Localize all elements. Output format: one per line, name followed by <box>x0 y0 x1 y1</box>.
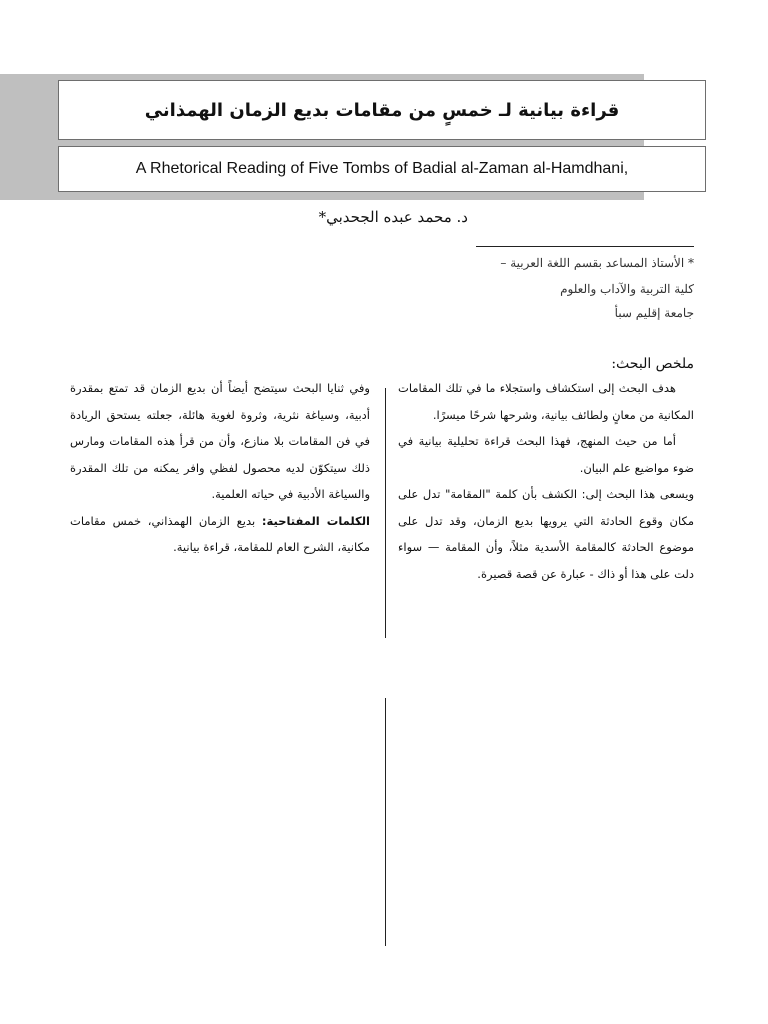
abstract-paragraph-3: ويسعى هذا البحث إلى: الكشف بأن كلمة "المقامة" تدل على مكان وقوع الحادثة التي يرويها بديع الزمان، وقد تدل على موضوع الحادثة كالمقامة الأسدية مثلاً، وأن المقامة — سواء دلت على هذا أو ذاك - عبارة عن قصة قصيرة. <box>398 487 694 581</box>
footnote-line-3: جامعة إقليم سبأ <box>614 306 694 320</box>
abstract-paragraph-1: هدف البحث إلى استكشاف واستجلاء ما في تلك المقامات المكانية من معانٍ ولطائف بيانية، وشرحها شرحًا ميسرًا. <box>398 381 694 422</box>
author-name: د. محمد عبده الجحدبي* <box>318 208 468 226</box>
footnote-rule <box>476 246 694 247</box>
column-divider-bottom <box>385 698 386 946</box>
arabic-title-box <box>58 80 706 140</box>
abstract-right-column <box>398 375 694 587</box>
abstract-left-column <box>70 375 370 561</box>
arabic-title: قراءة بيانية لـ خمسٍ من مقامات بديع الزمان الهمذاني <box>144 99 620 121</box>
abstract-paragraph-2: أما من حيث المنهج، فهذا البحث قراءة تحليلية بيانية في ضوء مواضيع علم البيان. <box>398 434 694 475</box>
abstract-heading: ملخص البحث: <box>611 356 694 372</box>
column-divider-top <box>385 388 386 638</box>
keywords-paragraph <box>70 508 370 561</box>
keywords-label: الكلمات المفتاحية: <box>261 513 370 528</box>
english-title-box <box>58 146 706 192</box>
keywords-text: بديع الزمان الهمذاني، خمس مقامات مكانية، الشرح العام للمقامة، قراءة بيانية. <box>70 513 370 554</box>
abstract-paragraph-4: وفي ثنايا البحث سيتضح أيضاً أن بديع الزمان قد تمتع بمقدرة أدبية، وسياغة نثرية، وثروة لغوية هائلة، جعلته يستحق الريادة في فن المقامات بلا منازع، وأن من قرأ هذه المقامات ومارس ذلك سيتكوّن لديه محصول لفظي وافر يمكنه من تلك المقدرة والسياغة الأدبية في حياته العلمية. <box>70 381 370 501</box>
footnote-line-1: * الأستاذ المساعد بقسم اللغة العربية – <box>500 256 694 270</box>
footnote-line-2: كلية التربية والآداب والعلوم <box>560 282 694 296</box>
english-title: A Rhetorical Reading of Five Tombs of Badial al-Zaman al-Hamdhani, <box>135 160 629 177</box>
